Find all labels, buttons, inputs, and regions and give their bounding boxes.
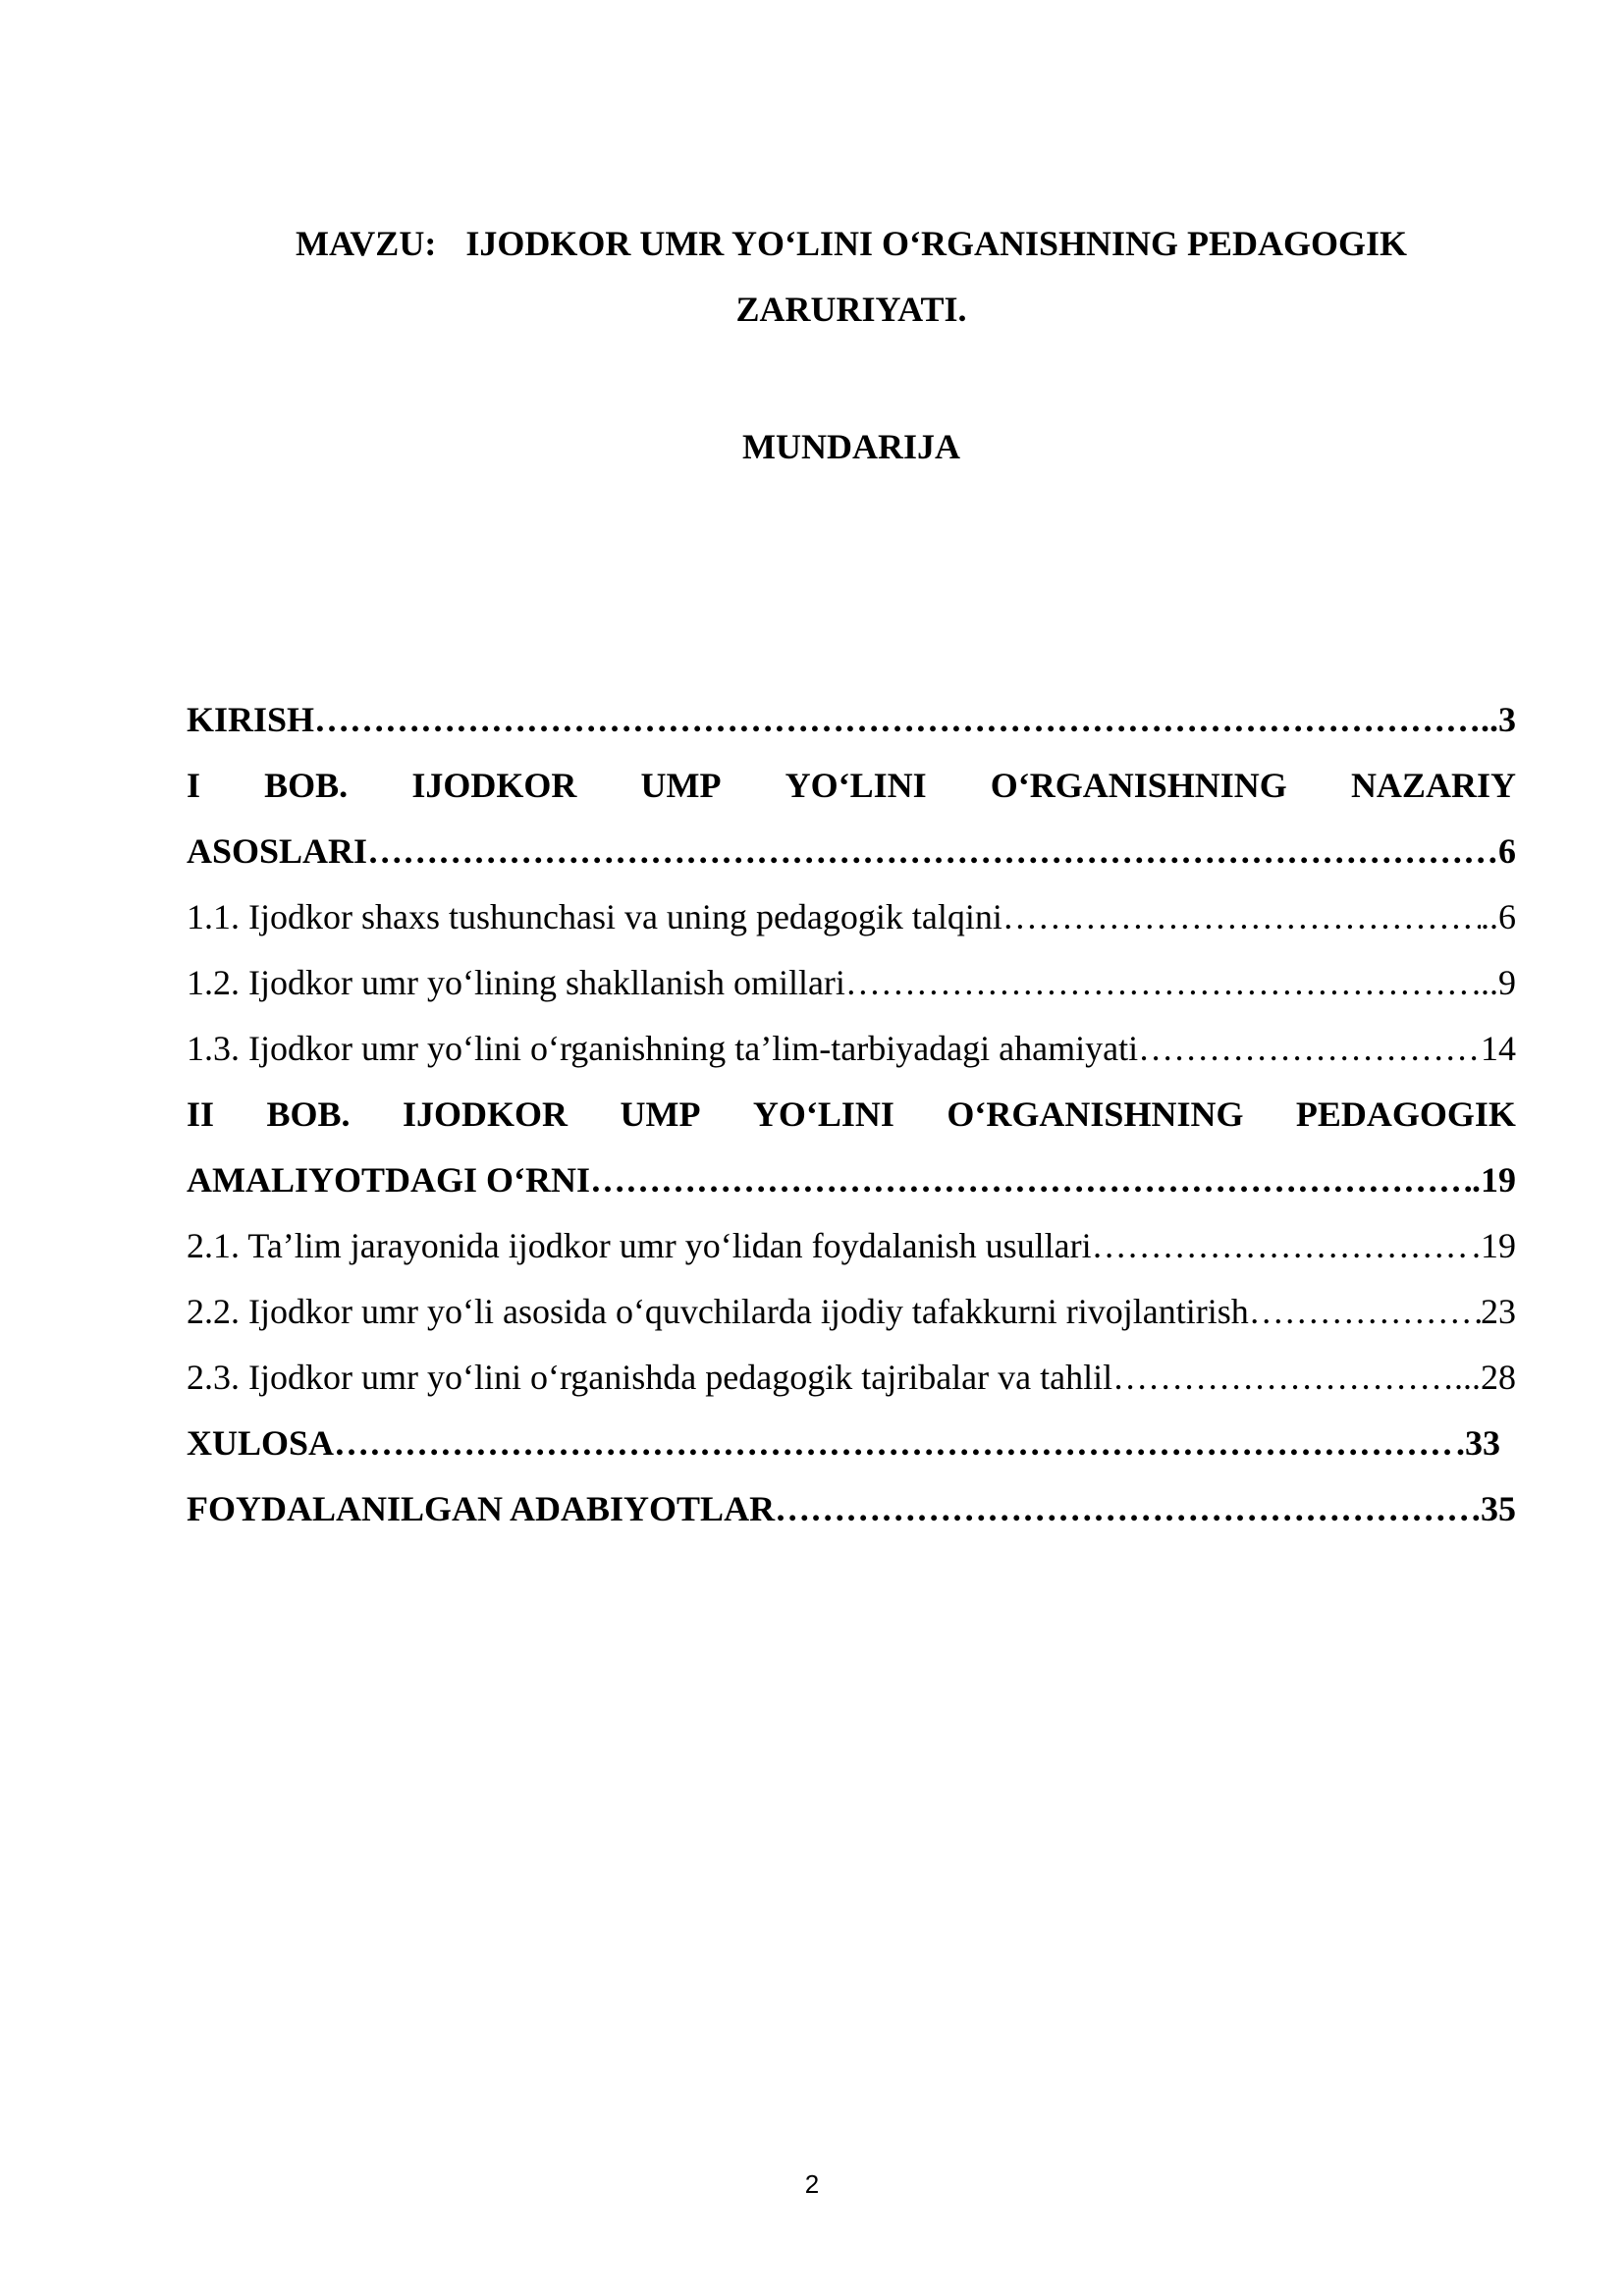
toc-word: YO‘LINI [752, 1095, 894, 1134]
toc-word: I [187, 766, 201, 805]
toc-entry-label: ASOSLARI [187, 831, 368, 871]
dot-leader [1249, 1279, 1481, 1345]
toc-entry-xulosa[interactable] [187, 1411, 1516, 1476]
toc-entry-label: 1.1. Ijodkor shaxs tushunchasi va uning pedagogik talqini [187, 897, 1002, 936]
topic-title-prefix: MAVZU: [295, 224, 437, 263]
toc-word: BOB. [264, 766, 349, 805]
dot-leader [334, 1411, 1456, 1476]
toc-entry-kirish[interactable] [187, 687, 1516, 753]
toc-entry-page: 23 [1481, 1292, 1516, 1331]
toc-entry-page: 6 [1498, 831, 1516, 871]
toc-word: IJODKOR [403, 1095, 568, 1134]
toc-word: YO‘LINI [785, 766, 927, 805]
toc-word: O‘RGANISHNING [990, 766, 1287, 805]
toc-entry-label: 1.2. Ijodkor umr yo‘lining shakllanish omillari [187, 963, 845, 1002]
toc-entry-2-3[interactable] [187, 1345, 1516, 1411]
toc-word: O‘RGANISHNING [947, 1095, 1244, 1134]
toc-word: IJODKOR [411, 766, 577, 805]
page-number: 2 [804, 2169, 820, 2199]
dot-leader [1112, 1345, 1454, 1411]
toc-entry-1-2[interactable] [187, 950, 1516, 1016]
dot-leader [775, 1476, 1481, 1542]
dot-leader [314, 687, 1481, 753]
toc-word: II [187, 1095, 215, 1134]
toc-entry-label: KIRISH [187, 700, 315, 739]
toc-entry-2-2[interactable] [187, 1279, 1516, 1345]
toc-entry-page: ...9 [1472, 963, 1516, 1002]
toc-entry-page: ..3 [1481, 700, 1516, 739]
contents-heading: MUNDARIJA [742, 427, 960, 466]
toc-entry-label: FOYDALANILGAN ADABIYOTLAR [187, 1489, 776, 1528]
topic-title-text: IJODKOR UMR YO‘LINI O‘RGANISHNING PEDAGOGIK [465, 224, 1408, 263]
toc-entry-page: ...28 [1454, 1358, 1516, 1397]
toc-word: UMP [640, 766, 722, 805]
toc-entry-adabiyotlar[interactable] [187, 1476, 1516, 1542]
dot-leader [590, 1148, 1472, 1213]
table-of-contents [187, 687, 1516, 1542]
toc-entry-page: ..6 [1481, 897, 1516, 936]
toc-entry-page: 14 [1481, 1029, 1516, 1068]
toc-entry-page: .19 [1472, 1226, 1516, 1265]
toc-entry-chapter-1-cont[interactable] [187, 819, 1516, 884]
toc-entry-label: 1.3. Ijodkor umr yo‘lini o‘rganishning ta’lim-tarbiyadagi ahamiyati [187, 1029, 1139, 1068]
topic-title-line-1 [187, 211, 1516, 277]
toc-entry-label: AMALIYOTDAGI O‘RNI [187, 1160, 591, 1200]
dot-leader [1138, 1016, 1481, 1082]
toc-entry-label: XULOSA [187, 1423, 335, 1463]
toc-entry-page: 35 [1481, 1489, 1516, 1528]
toc-entry-chapter-1[interactable] [187, 753, 1516, 819]
topic-title-line-2: ZARURIYATI. [735, 290, 967, 329]
dot-leader [367, 819, 1498, 884]
dot-leader [1092, 1213, 1472, 1279]
dot-leader [1002, 884, 1481, 950]
toc-entry-label: 2.2. Ijodkor umr yo‘li asosida o‘quvchilarda ijodiy tafakkurni rivojlantirish [187, 1292, 1249, 1331]
toc-entry-2-1[interactable] [187, 1213, 1516, 1279]
dot-leader [845, 950, 1472, 1016]
toc-word: BOB. [266, 1095, 351, 1134]
toc-word: UMP [620, 1095, 701, 1134]
toc-entry-1-1[interactable] [187, 884, 1516, 950]
toc-entry-page: .19 [1472, 1160, 1516, 1200]
toc-entry-label: 2.3. Ijodkor umr yo‘lini o‘rganishda pedagogik tajribalar va tahlil [187, 1358, 1113, 1397]
toc-entry-1-3[interactable] [187, 1016, 1516, 1082]
toc-entry-chapter-2-cont[interactable] [187, 1148, 1516, 1213]
toc-word: NAZARIY [1350, 766, 1516, 805]
toc-entry-chapter-2[interactable] [187, 1082, 1516, 1148]
toc-entry-label: 2.1. Ta’lim jarayonida ijodkor umr yo‘lidan foydalanish usullari [187, 1226, 1092, 1265]
toc-entry-page: .33 [1456, 1423, 1500, 1463]
toc-word: PEDAGOGIK [1295, 1095, 1516, 1134]
